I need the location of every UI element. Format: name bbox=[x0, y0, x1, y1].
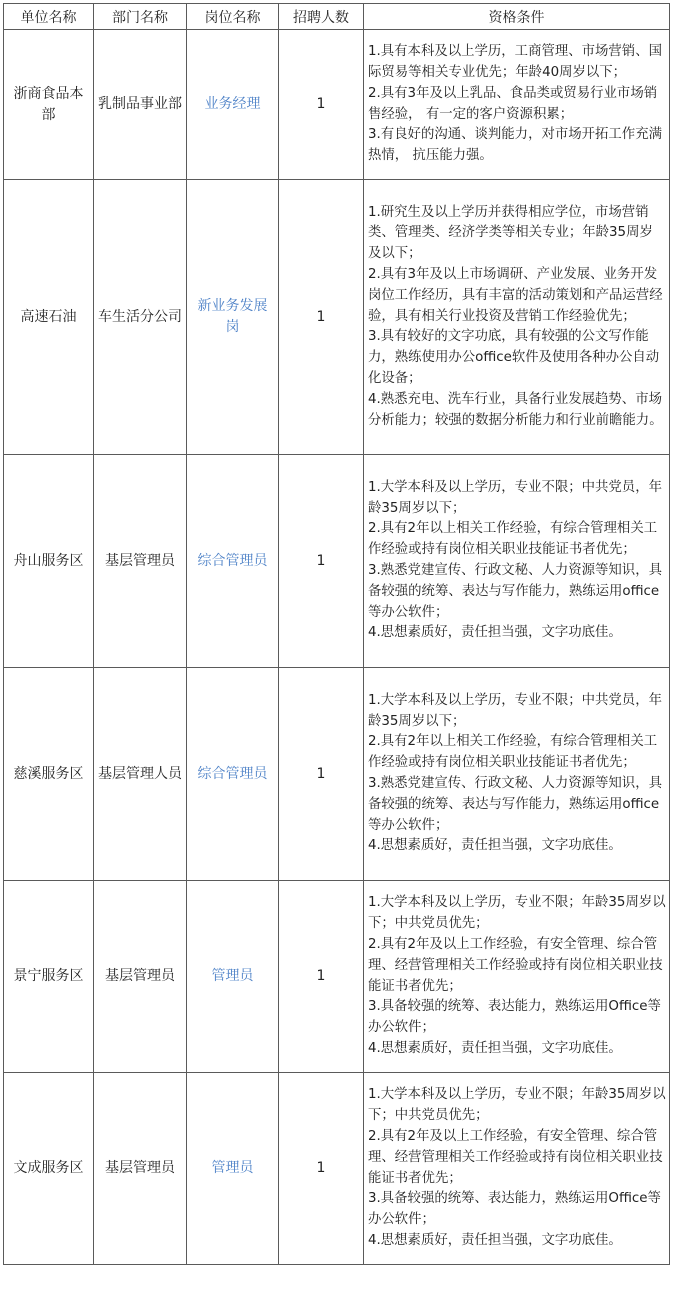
position-name: 综合管理员 bbox=[187, 455, 279, 668]
dept-name: 基层管理员 bbox=[94, 455, 187, 668]
qualification-item: 3.熟悉党建宣传、行政文秘、人力资源等知识，具备较强的统筹、表达与写作能力，熟练运用office等办公软件； bbox=[368, 563, 662, 620]
dept-name: 乳制品事业部 bbox=[94, 30, 187, 180]
dept-name: 基层管理员 bbox=[94, 881, 187, 1073]
qualification-item: 1.大学本科及以上学历，专业不限；中共党员，年龄35周岁以下； bbox=[368, 479, 662, 516]
table-row bbox=[4, 881, 670, 1073]
qualification-item: 3.有良好的沟通、谈判能力，对市场开拓工作充满热情， 抗压能力强。 bbox=[368, 127, 662, 164]
qualification-item: 4.思想素质好，责任担当强，文字功底佳。 bbox=[368, 838, 622, 854]
dept-name: 车生活分公司 bbox=[94, 180, 187, 455]
table-row bbox=[4, 30, 670, 180]
qualification-item: 2.具有2年及以上工作经验，有安全管理、综合管理、经营管理相关工作经验或持有岗位相关职业技能证书者优先； bbox=[368, 936, 663, 994]
hire-count: 1 bbox=[279, 30, 364, 180]
position-name: 综合管理员 bbox=[187, 668, 279, 881]
qualification-item: 4.思想素质好，责任担当强，文字功底佳。 bbox=[368, 625, 622, 641]
qualifications bbox=[364, 30, 670, 180]
hire-count: 1 bbox=[279, 668, 364, 881]
qualifications bbox=[364, 881, 670, 1073]
qualifications bbox=[364, 455, 670, 668]
qualification-item: 2.具有3年及以上市场调研、产业发展、业务开发岗位工作经历，具有丰富的活动策划和产品运营经验，具有相关行业投资及营销工作经验优先； bbox=[368, 267, 663, 324]
qualification-item: 3.具备较强的统筹、表达能力，熟练运用Office等办公软件； bbox=[368, 999, 661, 1036]
qualifications bbox=[364, 180, 670, 455]
table-row bbox=[4, 455, 670, 668]
qualification-item: 4.思想素质好，责任担当强，文字功底佳。 bbox=[368, 1232, 622, 1248]
qualification-item: 2.具有3年及以上乳品、食品类或贸易行业市场销售经验， 有一定的客户资源积累； bbox=[368, 85, 658, 122]
qualification-item: 1.大学本科及以上学历，专业不限；中共党员，年龄35周岁以下； bbox=[368, 692, 662, 729]
header-row bbox=[4, 4, 670, 30]
position-name: 新业务发展岗 bbox=[187, 180, 279, 455]
qualification-item: 1.大学本科及以上学历，专业不限；年龄35周岁以下；中共党员优先； bbox=[368, 895, 666, 932]
header-dept: 部门名称 bbox=[94, 4, 187, 30]
hire-count: 1 bbox=[279, 455, 364, 668]
unit-name: 舟山服务区 bbox=[4, 455, 94, 668]
qualification-item: 1.具有本科及以上学历，工商管理、市场营销、国际贸易等相关专业优先；年龄40周岁以下； bbox=[368, 44, 662, 80]
hire-count: 1 bbox=[279, 180, 364, 455]
qualification-item: 1.大学本科及以上学历，专业不限；年龄35周岁以下；中共党员优先； bbox=[368, 1087, 666, 1124]
qualification-item: 3.具有较好的文字功底，具有较强的公文写作能力，熟练使用办公office软件及使用各种办公自动化设备； bbox=[368, 329, 660, 386]
recruitment-table bbox=[3, 3, 670, 1265]
unit-name: 浙商食品本部 bbox=[4, 30, 94, 180]
qualification-item: 2.具有2年及以上工作经验，有安全管理、综合管理、经营管理相关工作经验或持有岗位相关职业技能证书者优先； bbox=[368, 1128, 663, 1186]
qualification-item: 2.具有2年以上相关工作经验，有综合管理相关工作经验或持有岗位相关职业技能证书者优先； bbox=[368, 521, 658, 558]
header-position: 岗位名称 bbox=[187, 4, 279, 30]
hire-count: 1 bbox=[279, 881, 364, 1073]
qualification-item: 4.熟悉充电、洗车行业，具备行业发展趋势、市场分析能力；较强的数据分析能力和行业前瞻能力。 bbox=[368, 391, 663, 428]
position-name: 管理员 bbox=[187, 1073, 279, 1265]
table-row bbox=[4, 1073, 670, 1265]
dept-name: 基层管理人员 bbox=[94, 668, 187, 881]
hire-count: 1 bbox=[279, 1073, 364, 1265]
position-name: 管理员 bbox=[187, 881, 279, 1073]
header-count: 招聘人数 bbox=[279, 4, 364, 30]
unit-name: 景宁服务区 bbox=[4, 881, 94, 1073]
header-qualifications: 资格条件 bbox=[364, 4, 670, 30]
dept-name: 基层管理员 bbox=[94, 1073, 187, 1265]
position-name: 业务经理 bbox=[187, 30, 279, 180]
qualification-item: 2.具有2年以上相关工作经验，有综合管理相关工作经验或持有岗位相关职业技能证书者优先； bbox=[368, 734, 658, 771]
table-row bbox=[4, 180, 670, 455]
qualification-item: 3.熟悉党建宣传、行政文秘、人力资源等知识，具备较强的统筹、表达与写作能力，熟练运用office等办公软件； bbox=[368, 776, 662, 833]
qualification-item: 4.思想素质好，责任担当强，文字功底佳。 bbox=[368, 1040, 622, 1056]
table-row bbox=[4, 668, 670, 881]
header-unit: 单位名称 bbox=[4, 4, 94, 30]
unit-name: 文成服务区 bbox=[4, 1073, 94, 1265]
unit-name: 高速石油 bbox=[4, 180, 94, 455]
qualifications bbox=[364, 1073, 670, 1265]
unit-name: 慈溪服务区 bbox=[4, 668, 94, 881]
qualifications bbox=[364, 668, 670, 881]
qualification-item: 1.研究生及以上学历并获得相应学位，市场营销类、管理类、经济学类等相关专业；年龄35周岁及以下； bbox=[368, 204, 653, 262]
qualification-item: 3.具备较强的统筹、表达能力，熟练运用Office等办公软件； bbox=[368, 1191, 661, 1228]
